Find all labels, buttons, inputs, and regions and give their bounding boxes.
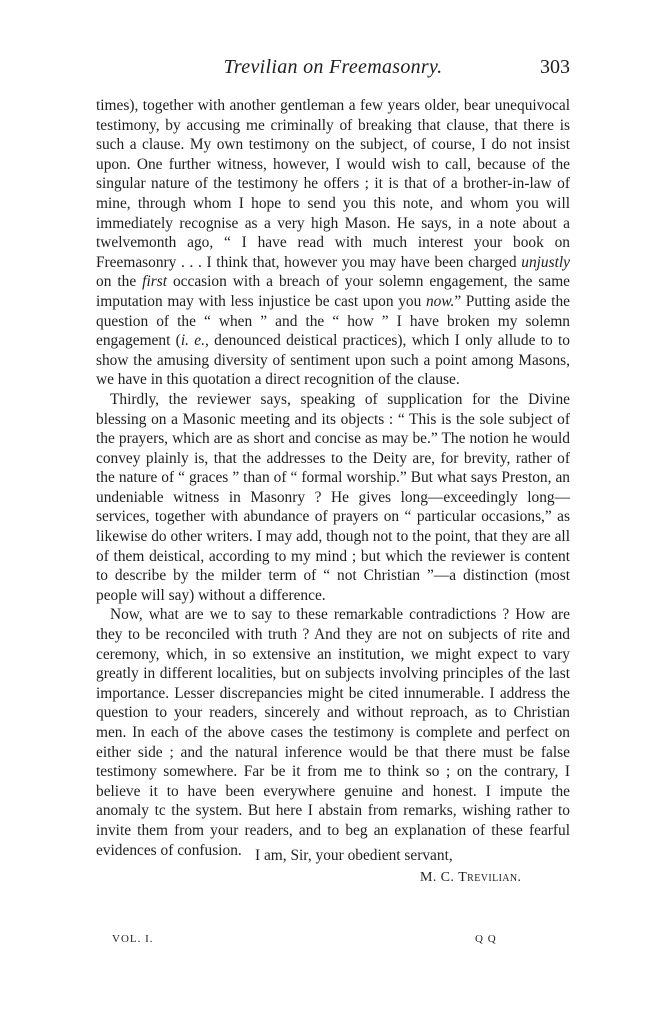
running-title: Trevilian on Freemasonry. [223, 56, 443, 78]
text-run: occasion with a breach of your solemn engagement, the same imputation may with less injustice be cast upon you [96, 273, 571, 310]
closing-salutation: I am, Sir, your obedient servant, [255, 847, 453, 864]
signature [420, 870, 521, 886]
page-number: 303 [540, 56, 570, 78]
text-run: ” Putting aside the question of the “ when ” and the “ how ” I have broken my solemn engagement ( [96, 292, 570, 350]
italic-text: now. [425, 292, 455, 310]
signature-initials: M. C. [420, 870, 459, 885]
text-run: denounced deistical practices), which I only allude to to show the amusing diversity of sentiment upon such a point among Masons, we have in this quotation a direct recognition of the clause. [96, 332, 571, 389]
signature-surname: Trevilian. [458, 870, 522, 885]
body-text [96, 96, 570, 860]
italic-text: unjustly [521, 253, 570, 271]
volume-label: VOL. I. [112, 933, 154, 945]
text-run: on the [96, 273, 143, 291]
paragraph-contradictions: Now, what are we to say to these remarkable contradictions ? How are they to be reconciled with truth ? And they are not on subjects of rite and ceremony, which, in so extensive an institution, we might expect to vary greatly in different localities, but on subjects involving principles of the last importance. Lesser discrepancies might be cited innumerable. I address the question to your readers, sincerely and without reproach, as to Christian men. In each of the above cases the testimony is complete and perfect on either side ; and the natural inference would be that there must be false testimony somewhere. Far be it from me to think so ; on the contrary, I believe it to have been everywhere genuine and honest. I impute the anomaly tc the system. But here I abstain from remarks, wishing rather to invite them from your readers, and to beg an explanation of these fearful evidences of confusion. [96, 606, 570, 859]
paragraph-thirdly: Thirdly, the reviewer says, speaking of supplication for the Divine blessing on a Masonic meeting and its objects : “ This is the sole subject of the prayers, which are as short and concise as may be.” The notion he would convey plainly is, that the addresses to the Deity are, for brevity, rather of the nature of “ graces ” than of “ formal worship.” But what says Preston, an undeniable witness in Masonry ? He gives long—exceedingly long—services, together with abundance of prayers on “ particular occasions,” as likewise do other writers. I may add, though not to the point, that they are all of them deistical, according to my mind ; but which the reviewer is content to describe by the milder term of “ not Christian ”—a distinction (most people will say) without a difference. [96, 390, 570, 604]
paragraph-continuation [96, 96, 570, 390]
italic-text: first [142, 273, 167, 291]
signature-mark: Q Q [475, 933, 497, 945]
page-header [96, 52, 570, 82]
italic-text: i. e., [180, 332, 209, 350]
text-run: times), together with another gentleman a few years older, bear unequivocal testimony, by accusing me criminally of breaking that clause, that there is such a clause. My own testimony on the subject, of course, I do not insist upon. One further witness, however, I would wish to call, because of the singular nature of the testimony he offers ; it is that of a brother-in-law of mine, through whom I hope to send you this note, and whom you will immediately recognise as a very high Mason. He says, in a note about a twelvemonth ago, “ I have read with much interest your book on Freemasonry . . . I think that, however you may have been charged [96, 97, 570, 271]
